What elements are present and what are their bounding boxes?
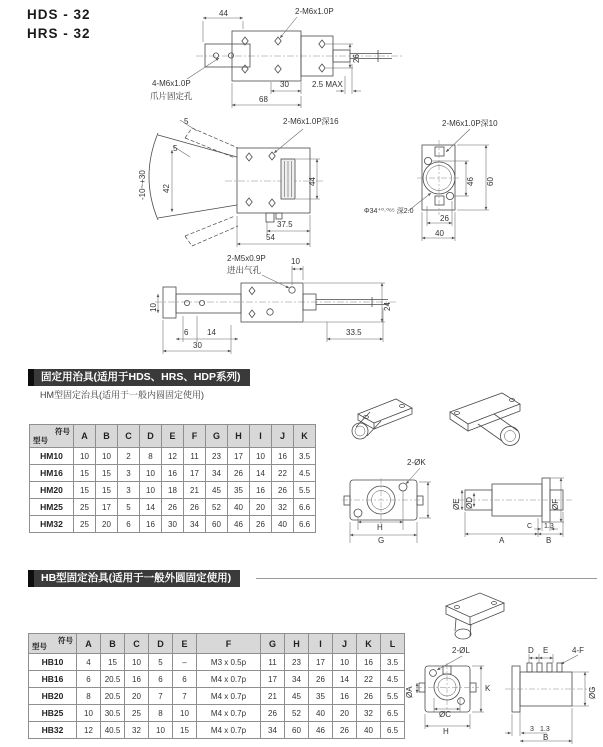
column-header: I — [250, 425, 272, 448]
value-cell: 26 — [162, 499, 184, 516]
value-cell: 34 — [206, 465, 228, 482]
value-cell: 46 — [309, 722, 333, 739]
value-cell: 7 — [173, 688, 197, 705]
value-cell: 15 — [74, 465, 96, 482]
dim-label: 44 — [219, 9, 228, 18]
dim-label: ØC — [439, 710, 451, 719]
value-cell: 14 — [333, 671, 357, 688]
table-row — [30, 516, 316, 533]
dim-label: 30 — [280, 80, 289, 89]
value-cell: 26 — [357, 688, 381, 705]
dim-label: 10 — [149, 303, 158, 312]
value-cell: 14 — [250, 465, 272, 482]
value-cell: 26 — [272, 482, 294, 499]
value-cell: 11 — [261, 654, 285, 671]
dim-label: 1.3 — [544, 523, 554, 530]
dim-label: ØD — [465, 497, 474, 509]
dim-label: D — [528, 646, 534, 655]
column-header: B — [96, 425, 118, 448]
dim-label: 5 — [173, 144, 178, 153]
value-cell: 32 — [272, 499, 294, 516]
value-cell: 6.6 — [294, 499, 316, 516]
value-cell: 60 — [285, 722, 309, 739]
column-header: B — [101, 634, 125, 654]
value-cell: 20 — [250, 499, 272, 516]
value-cell: 14 — [140, 499, 162, 516]
value-cell: 35 — [309, 688, 333, 705]
model-cell: HB25 — [29, 705, 77, 722]
model-cell: HM20 — [30, 482, 74, 499]
value-cell: 3 — [118, 482, 140, 499]
model-cell: HM25 — [30, 499, 74, 516]
dim-label: ØF — [551, 498, 560, 510]
value-cell: 15 — [96, 482, 118, 499]
hole-callout: 2-ØK — [407, 458, 426, 467]
value-cell: 10 — [74, 448, 96, 465]
value-cell: 16 — [272, 448, 294, 465]
column-header: E — [162, 425, 184, 448]
drawing-front-view — [149, 117, 325, 247]
value-cell: 25 — [125, 705, 149, 722]
value-cell: 2 — [118, 448, 140, 465]
value-cell: 10 — [250, 448, 272, 465]
value-cell: 23 — [285, 654, 309, 671]
dim-label: ØA — [405, 686, 414, 698]
drawing-end-view — [408, 129, 489, 241]
dim-label: 42 — [162, 184, 171, 193]
dim-label: K — [485, 684, 491, 693]
table-row — [29, 688, 405, 705]
thread-callout: 2-M6x1.0P深16 — [283, 117, 339, 126]
value-cell: 12 — [77, 722, 101, 739]
column-header: C — [125, 634, 149, 654]
table-row — [30, 448, 316, 465]
value-cell: 10 — [140, 482, 162, 499]
thread-callout: 4-M6x1.0P — [152, 79, 191, 88]
value-cell: 6.6 — [294, 516, 316, 533]
value-cell: 5 — [149, 654, 173, 671]
dim-label: C — [527, 523, 533, 530]
dim-label: ØE — [452, 498, 461, 510]
value-cell: 6 — [77, 671, 101, 688]
column-header: G — [206, 425, 228, 448]
table-row — [29, 671, 405, 688]
dim-label: 54 — [266, 233, 275, 242]
dim-label: B — [543, 733, 549, 742]
value-cell: M4 x 0.7p — [197, 722, 261, 739]
section-banner-fixture: 固定用治具(适用于HDS、HRS、HDP系列) — [28, 369, 250, 386]
column-header: C — [118, 425, 140, 448]
column-header: H — [285, 634, 309, 654]
corner-label-model: 型号 — [33, 436, 48, 445]
value-cell: 45 — [285, 688, 309, 705]
dim-label: 46 — [466, 177, 475, 186]
value-cell: M4 x 0.7p — [197, 705, 261, 722]
value-cell: M4 x 0.7p — [197, 671, 261, 688]
drawing-hm-fixture — [342, 393, 572, 543]
column-header: A — [77, 634, 101, 654]
column-header: E — [173, 634, 197, 654]
hm-section-note: HM型固定治具(适用于一般内圆固定使用) — [40, 390, 204, 400]
dim-label: 30 — [193, 341, 202, 350]
value-cell: 17 — [228, 448, 250, 465]
value-cell: 26 — [228, 465, 250, 482]
corner-label-symbol: 符号 — [55, 427, 70, 436]
value-cell: 23 — [206, 448, 228, 465]
dim-label: E — [543, 646, 549, 655]
air-port-note: 进出气孔 — [227, 265, 262, 275]
value-cell: 3 — [118, 465, 140, 482]
value-cell: 12 — [162, 448, 184, 465]
value-cell: 15 — [74, 482, 96, 499]
value-cell: 20 — [96, 516, 118, 533]
corner-label-symbol: 符号 — [58, 636, 73, 645]
value-cell: 32 — [357, 705, 381, 722]
hb-spec-table — [28, 633, 405, 739]
model-cell: HB10 — [29, 654, 77, 671]
dim-label: 44 — [308, 177, 317, 186]
value-cell: 52 — [285, 705, 309, 722]
claw-hole-note: 爪片固定孔 — [150, 91, 193, 101]
column-header: K — [294, 425, 316, 448]
dim-label: 14 — [207, 328, 216, 337]
value-cell: 10 — [140, 465, 162, 482]
value-cell: 17 — [184, 465, 206, 482]
value-cell: 32 — [125, 722, 149, 739]
value-cell: 16 — [333, 688, 357, 705]
dim-label: 6 — [184, 328, 189, 337]
thread-callout: 2-M5x0.9P — [227, 254, 266, 263]
column-header: H — [228, 425, 250, 448]
value-cell: 15 — [101, 654, 125, 671]
value-cell: 5 — [118, 499, 140, 516]
value-cell: 18 — [162, 482, 184, 499]
value-cell: 3.5 — [381, 654, 405, 671]
value-cell: 15 — [173, 722, 197, 739]
dim-label: 3 — [530, 726, 534, 733]
value-cell: 17 — [309, 654, 333, 671]
dim-label: 10 — [291, 257, 300, 266]
dim-label: 60 — [486, 177, 495, 186]
dim-label: H — [377, 523, 383, 532]
value-cell: 22 — [272, 465, 294, 482]
dim-label: 26 — [440, 214, 449, 223]
value-cell: 52 — [206, 499, 228, 516]
value-cell: 8 — [77, 688, 101, 705]
dim-label: 2.5 MAX — [312, 80, 343, 89]
value-cell: 35 — [228, 482, 250, 499]
value-cell: 20.5 — [101, 671, 125, 688]
value-cell: 40 — [228, 499, 250, 516]
value-cell: 7 — [149, 688, 173, 705]
value-cell: 10 — [77, 705, 101, 722]
dim-label: 37.5 — [277, 220, 293, 229]
dim-label: 24 — [383, 302, 392, 311]
value-cell: 34 — [184, 516, 206, 533]
thread-callout: 2-M6x1.0P — [295, 7, 334, 16]
value-cell: 45 — [206, 482, 228, 499]
thread-callout: 2-M6x1.0P深10 — [442, 119, 498, 128]
column-header: J — [272, 425, 294, 448]
value-cell: 3.5 — [294, 448, 316, 465]
table-row — [30, 499, 316, 516]
dim-label: 26 — [352, 54, 361, 63]
value-cell: 4.5 — [294, 465, 316, 482]
value-cell: 20 — [125, 688, 149, 705]
value-cell: 26 — [333, 722, 357, 739]
value-cell: 34 — [261, 722, 285, 739]
value-cell: 8 — [140, 448, 162, 465]
column-header: G — [261, 634, 285, 654]
value-cell: M4 x 0.7p — [197, 688, 261, 705]
dim-label: ØG — [588, 686, 597, 699]
table-corner-cell — [29, 634, 77, 654]
model-cell: HB16 — [29, 671, 77, 688]
table-corner-cell — [30, 425, 74, 448]
dim-label: 1.3 — [540, 726, 550, 733]
value-cell: 46 — [228, 516, 250, 533]
value-cell: 17 — [96, 499, 118, 516]
value-cell: 25 — [74, 499, 96, 516]
table-row — [29, 722, 405, 739]
value-cell: 10 — [125, 654, 149, 671]
value-cell: 21 — [184, 482, 206, 499]
dim-label: 33.5 — [346, 328, 362, 337]
value-cell: 10 — [333, 654, 357, 671]
column-header: F — [184, 425, 206, 448]
column-header: D — [149, 634, 173, 654]
value-cell: 11 — [184, 448, 206, 465]
value-cell: 40 — [272, 516, 294, 533]
value-cell: 21 — [261, 688, 285, 705]
column-header: L — [381, 634, 405, 654]
value-cell: 26 — [184, 499, 206, 516]
column-header: D — [140, 425, 162, 448]
table-row — [29, 654, 405, 671]
column-header: I — [309, 634, 333, 654]
value-cell: 40.5 — [101, 722, 125, 739]
drawing-side-view — [155, 266, 398, 354]
value-cell: 6 — [173, 671, 197, 688]
page-title-model-hrs: HRS - 32 — [27, 26, 91, 41]
value-cell: – — [173, 654, 197, 671]
column-header: A — [74, 425, 96, 448]
drawing-top-view — [187, 17, 404, 108]
value-cell: 6 — [118, 516, 140, 533]
value-cell: 10 — [96, 448, 118, 465]
value-cell: 30 — [162, 516, 184, 533]
section-divider-line — [256, 578, 597, 579]
value-cell: 20 — [333, 705, 357, 722]
angle-range-label: -10~+30 — [138, 170, 147, 200]
table-row — [30, 482, 316, 499]
column-header: F — [197, 634, 261, 654]
value-cell: 60 — [206, 516, 228, 533]
corner-label-model: 型号 — [32, 642, 47, 651]
page-title-model-hds: HDS - 32 — [27, 7, 91, 22]
model-cell: HB20 — [29, 688, 77, 705]
column-header: J — [333, 634, 357, 654]
value-cell: 17 — [261, 671, 285, 688]
value-cell: 16 — [250, 482, 272, 499]
hm-spec-table — [29, 424, 316, 533]
dim-label: 40 — [435, 229, 444, 238]
bore-callout: Φ34⁺⁰·⁰⁶⁵ 深2.0 — [364, 208, 414, 215]
value-cell: 22 — [357, 671, 381, 688]
model-cell: HB32 — [29, 722, 77, 739]
model-cell: HM10 — [30, 448, 74, 465]
section-banner-hb: HB型固定治具(适用于一般外圆固定使用) — [28, 570, 240, 587]
value-cell: 26 — [250, 516, 272, 533]
value-cell: 6.5 — [381, 705, 405, 722]
value-cell: 10 — [173, 705, 197, 722]
drawing-hb-fixture — [416, 593, 596, 744]
value-cell: 16 — [162, 465, 184, 482]
value-cell: 4 — [77, 654, 101, 671]
value-cell: 16 — [125, 671, 149, 688]
table-row — [30, 465, 316, 482]
value-cell: 30.5 — [101, 705, 125, 722]
value-cell: 4.5 — [381, 671, 405, 688]
table-row — [29, 705, 405, 722]
model-cell: HM16 — [30, 465, 74, 482]
value-cell: 5.5 — [294, 482, 316, 499]
value-cell: 5.5 — [381, 688, 405, 705]
stud-callout: 4-F — [572, 646, 584, 655]
value-cell: 40 — [309, 705, 333, 722]
value-cell: 40 — [357, 722, 381, 739]
dim-label: A — [499, 536, 505, 545]
value-cell: M3 x 0.5p — [197, 654, 261, 671]
value-cell: 6.5 — [381, 722, 405, 739]
dim-label: G — [378, 536, 385, 545]
value-cell: 20.5 — [101, 688, 125, 705]
column-header: K — [357, 634, 381, 654]
dim-label: B — [546, 536, 552, 545]
dim-label: H — [443, 727, 449, 736]
value-cell: 26 — [261, 705, 285, 722]
hole-callout: 2-ØL — [452, 646, 470, 655]
dim-label: 5 — [184, 117, 189, 126]
value-cell: 6 — [149, 671, 173, 688]
value-cell: 25 — [74, 516, 96, 533]
dim-label: 68 — [259, 95, 268, 104]
value-cell: 10 — [149, 722, 173, 739]
value-cell: 34 — [285, 671, 309, 688]
value-cell: 16 — [140, 516, 162, 533]
value-cell: 8 — [149, 705, 173, 722]
value-cell: 15 — [96, 465, 118, 482]
model-cell: HM32 — [30, 516, 74, 533]
value-cell: 16 — [357, 654, 381, 671]
value-cell: 26 — [309, 671, 333, 688]
